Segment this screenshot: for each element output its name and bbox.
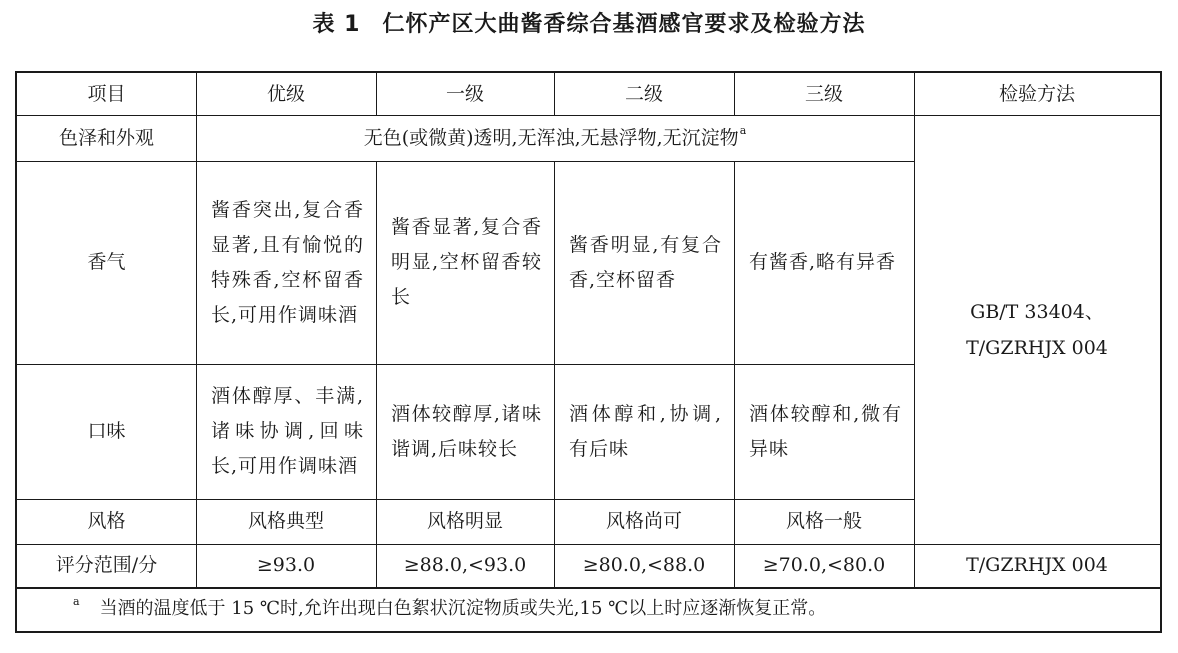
row-aroma-label: 香气	[87, 250, 126, 273]
rule-above-footnote	[17, 587, 1160, 589]
header-grade-first: 一级	[445, 82, 484, 105]
rule-col-3-top	[554, 73, 555, 116]
score-grade-second: ≥80.0,<88.0	[582, 554, 706, 577]
aroma-grade-premium: 酱香突出,复合香显著,且有愉悦的特殊香,空杯留香长,可用作调味酒	[211, 198, 364, 326]
sensory-requirements-table	[15, 71, 1162, 633]
row-appearance-value	[196, 116, 914, 161]
rule-col-3	[554, 161, 555, 588]
table-footnote	[17, 588, 1160, 631]
footnote-mark: a	[739, 123, 747, 137]
row-style-label: 风格	[87, 509, 126, 532]
method-line-2: T/GZRHJX 004	[966, 337, 1108, 359]
header-grade-second: 二级	[624, 82, 663, 105]
method-line-1: GB/T 33404、	[970, 301, 1104, 323]
score-grade-premium: ≥93.0	[256, 554, 316, 577]
row-appearance-label: 色泽和外观	[58, 126, 154, 149]
score-grade-third: ≥70.0,<80.0	[762, 554, 886, 577]
header-grade-third: 三级	[804, 82, 843, 105]
rule-col-4-top	[734, 73, 735, 116]
score-method: T/GZRHJX 004	[966, 554, 1108, 577]
score-grade-first: ≥88.0,<93.0	[403, 554, 527, 577]
style-grade-third: 风格一般	[785, 509, 862, 532]
taste-grade-third: 酒体较醇和,微有异味	[749, 402, 902, 460]
header-item: 项目	[87, 82, 126, 105]
footnote-mark: a	[73, 594, 80, 608]
taste-grade-second: 酒体醇和,协调,有后味	[569, 402, 722, 460]
header-test-method: 检验方法	[998, 82, 1075, 105]
rule-under-aroma	[17, 364, 914, 365]
taste-grade-first: 酒体较醇厚,诸味谐调,后味较长	[391, 402, 542, 460]
style-grade-second: 风格尚可	[605, 509, 682, 532]
row-score-label: 评分范围/分	[55, 554, 158, 577]
appearance-text: 无色(或微黄)透明,无浑浊,无悬浮物,无沉淀物	[363, 126, 739, 149]
rule-col-2-top	[376, 73, 377, 116]
rule-col-1	[196, 73, 197, 588]
aroma-grade-first: 酱香显著,复合香明显,空杯留香较长	[391, 216, 542, 308]
rule-under-appearance-label	[17, 161, 196, 162]
rule-under-appearance	[196, 161, 914, 162]
table-number: 表 1	[312, 12, 361, 37]
method-main	[914, 116, 1160, 544]
footnote-text: 当酒的温度低于 15 ℃时,允许出现白色絮状沉淀物质或失光,15 ℃以上时应逐渐恢复正常。	[99, 598, 827, 620]
style-grade-premium: 风格典型	[247, 509, 324, 532]
rule-under-taste	[17, 499, 914, 500]
style-grade-first: 风格明显	[426, 509, 503, 532]
header-grade-premium: 优级	[266, 82, 305, 105]
table-title: 仁怀产区大曲酱香综合基酒感官要求及检验方法	[382, 12, 866, 37]
row-taste-label: 口味	[87, 419, 126, 442]
rule-under-header	[17, 115, 1160, 116]
taste-grade-premium: 酒体醇厚、丰满,诸味协调,回味长,可用作调味酒	[211, 385, 364, 477]
aroma-grade-second: 酱香明显,有复合香,空杯留香	[569, 233, 722, 291]
aroma-grade-third: 有酱香,略有异香	[749, 251, 897, 273]
rule-col-2	[376, 161, 377, 588]
rule-under-style	[17, 544, 1160, 545]
rule-col-4	[734, 161, 735, 588]
table-caption	[0, 8, 1178, 42]
rule-col-5	[914, 73, 915, 588]
